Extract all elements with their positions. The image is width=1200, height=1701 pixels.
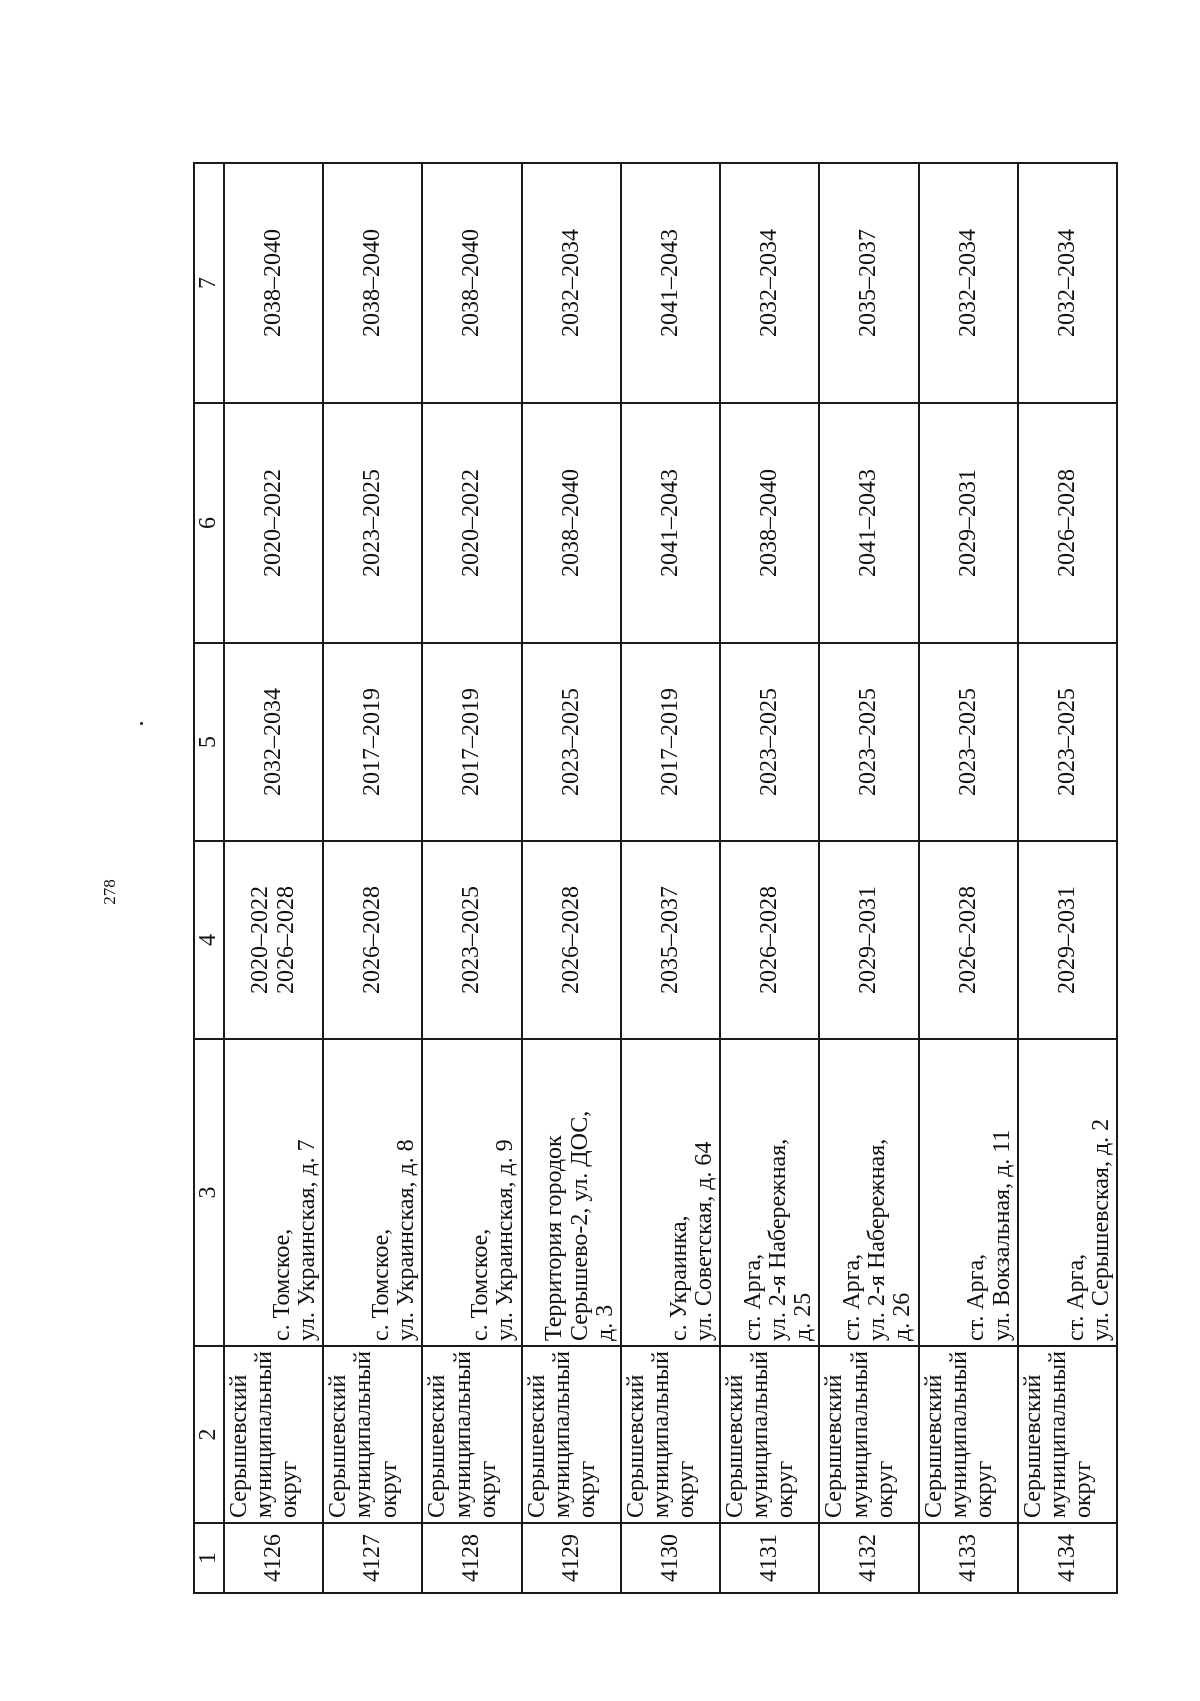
district-line: муниципальный <box>350 1350 377 1518</box>
district-line: Серышевский <box>523 1374 550 1518</box>
row-number: 4128 <box>458 1534 485 1582</box>
period-col5: 2017–2019 <box>656 688 683 796</box>
district-line: округ <box>375 1460 402 1518</box>
address-line: ул. Вокзальная, д. 11 <box>988 1129 1015 1341</box>
address-line: ул. Украинская, д. 8 <box>393 1139 420 1341</box>
row-number-cell <box>422 1523 521 1593</box>
period-col7: 2032–2034 <box>954 229 981 337</box>
period-col4-cell <box>720 841 819 1039</box>
row-number: 4126 <box>260 1534 287 1582</box>
period-col5: 2032–2034 <box>260 688 287 796</box>
period-col7: 2032–2034 <box>557 229 584 337</box>
address-line: ст. Арга, <box>1062 1253 1089 1341</box>
header-col-4: 4 <box>194 841 224 1039</box>
period-col6-cell <box>224 403 323 643</box>
district-line: Серышевский <box>1019 1374 1046 1518</box>
district-line: Серышевский <box>424 1374 451 1518</box>
period-col7: 2038–2040 <box>260 229 287 337</box>
period-col5: 2023–2025 <box>557 688 584 796</box>
period-col6: 2026–2028 <box>1053 469 1080 577</box>
period-col4-cell <box>522 841 621 1039</box>
district-line: муниципальный <box>449 1350 476 1518</box>
row-number: 4127 <box>359 1534 386 1582</box>
address-cell <box>224 1039 323 1346</box>
row-number-cell <box>323 1523 422 1593</box>
address-line: Территория городок <box>541 1135 568 1341</box>
table-row <box>720 163 819 1593</box>
address-line: Серышево-2, ул. ДОС, <box>566 1110 593 1341</box>
address-line: ул. Серышевская, д. 2 <box>1087 1118 1114 1341</box>
header-col-5: 5 <box>194 643 224 841</box>
district-line: округ <box>673 1460 700 1518</box>
address-cell <box>422 1039 521 1346</box>
period-col5: 2017–2019 <box>458 688 485 796</box>
row-number: 4131 <box>756 1534 783 1582</box>
district-line: муниципальный <box>846 1350 873 1518</box>
period-col4-cell <box>1018 841 1117 1039</box>
period-col7-cell <box>422 163 521 403</box>
district-line: округ <box>772 1460 799 1518</box>
district-line: муниципальный <box>648 1350 675 1518</box>
row-number-cell <box>224 1523 323 1593</box>
header-col-7: 7 <box>194 163 224 403</box>
address-cell <box>1018 1039 1117 1346</box>
row-number-cell <box>720 1523 819 1593</box>
district-line: муниципальный <box>747 1350 774 1518</box>
period-col4-line: 2026–2028 <box>756 886 783 994</box>
period-col6-cell <box>522 403 621 643</box>
period-col7-cell <box>323 163 422 403</box>
period-col6-cell <box>1018 403 1117 643</box>
period-col5-cell <box>621 643 720 841</box>
period-col6: 2020–2022 <box>458 469 485 577</box>
table-row <box>224 163 323 1593</box>
period-col5-cell <box>720 643 819 841</box>
district-cell <box>224 1346 323 1523</box>
district-cell <box>621 1346 720 1523</box>
district-line: Серышевский <box>226 1374 252 1518</box>
period-col6-cell <box>323 403 422 643</box>
header-col-6: 6 <box>194 403 224 643</box>
period-col6: 2041–2043 <box>855 469 882 577</box>
address-cell <box>522 1039 621 1346</box>
period-col6: 2029–2031 <box>954 469 981 577</box>
row-number: 4130 <box>656 1534 683 1582</box>
period-col6: 2038–2040 <box>756 469 783 577</box>
district-line: муниципальный <box>1044 1350 1071 1518</box>
period-col7-cell <box>1018 163 1117 403</box>
table-row <box>1018 163 1117 1593</box>
district-cell <box>1018 1346 1117 1523</box>
row-number-cell <box>1018 1523 1117 1593</box>
period-col6-cell <box>919 403 1018 643</box>
period-col5-cell <box>224 643 323 841</box>
period-col7-cell <box>522 163 621 403</box>
address-line: с. Томское, <box>268 1228 295 1341</box>
period-col7-cell <box>621 163 720 403</box>
district-cell <box>919 1346 1018 1523</box>
address-line: ул. 2-я Набережная, <box>864 1138 891 1341</box>
address-line: д. 3 <box>591 1304 618 1341</box>
address-line: с. Томское, <box>368 1228 395 1341</box>
rotated-table-frame <box>193 164 1118 1594</box>
period-col4-line: 2020–2022 <box>247 886 274 994</box>
address-line: ул. 2-я Набережная, <box>764 1138 791 1341</box>
table-row <box>819 163 918 1593</box>
scan-speck <box>140 722 143 725</box>
district-line: округ <box>574 1460 601 1518</box>
row-number: 4129 <box>557 1534 584 1582</box>
period-col7: 2038–2040 <box>458 229 485 337</box>
district-line: Серышевский <box>325 1374 352 1518</box>
address-line: д. 26 <box>889 1292 916 1341</box>
period-col5-cell <box>819 643 918 841</box>
period-col4-cell <box>919 841 1018 1039</box>
district-line: Серышевский <box>821 1374 848 1518</box>
address-line: с. Украинка, <box>665 1215 692 1341</box>
row-number-cell <box>522 1523 621 1593</box>
period-col4-cell <box>224 841 323 1039</box>
table-container <box>193 164 1118 1594</box>
period-col5-cell <box>522 643 621 841</box>
period-col5-cell <box>1018 643 1117 841</box>
district-cell <box>323 1346 422 1523</box>
period-col5: 2023–2025 <box>954 688 981 796</box>
row-number-cell <box>621 1523 720 1593</box>
address-cell <box>720 1039 819 1346</box>
address-cell <box>621 1039 720 1346</box>
period-col6-cell <box>621 403 720 643</box>
period-col6-cell <box>819 403 918 643</box>
period-col7: 2041–2043 <box>656 229 683 337</box>
table-row <box>621 163 720 1593</box>
period-col5: 2023–2025 <box>1053 688 1080 796</box>
header-col-3: 3 <box>194 1039 224 1346</box>
period-col6: 2020–2022 <box>260 469 287 577</box>
address-line: ст. Арга, <box>963 1253 990 1341</box>
period-col4-line: 2029–2031 <box>1053 886 1080 994</box>
period-col7-cell <box>819 163 918 403</box>
table-row <box>323 163 422 1593</box>
district-line: округ <box>1070 1460 1097 1518</box>
district-line: округ <box>970 1460 997 1518</box>
period-col5: 2017–2019 <box>359 688 386 796</box>
district-line: округ <box>276 1460 303 1518</box>
row-number-cell <box>819 1523 918 1593</box>
table-header <box>194 163 224 1593</box>
address-line: ул. Украинская, д. 7 <box>294 1139 321 1341</box>
period-col6-cell <box>720 403 819 643</box>
period-col4-cell <box>819 841 918 1039</box>
table-body <box>224 163 1117 1593</box>
period-col6-cell <box>422 403 521 643</box>
period-col4-cell <box>621 841 720 1039</box>
district-line: округ <box>474 1460 501 1518</box>
period-col4-line: 2026–2028 <box>557 886 584 994</box>
period-col7: 2032–2034 <box>1053 229 1080 337</box>
address-cell <box>819 1039 918 1346</box>
header-col-2: 2 <box>194 1346 224 1523</box>
period-col7: 2035–2037 <box>855 229 882 337</box>
district-line: муниципальный <box>945 1350 972 1518</box>
address-line: ул. Украинская, д. 9 <box>492 1139 519 1341</box>
district-cell <box>819 1346 918 1523</box>
period-col4-line: 2026–2028 <box>954 886 981 994</box>
district-line: Серышевский <box>722 1374 749 1518</box>
table-row <box>919 163 1018 1593</box>
period-col7: 2038–2040 <box>359 229 386 337</box>
period-col5-cell <box>919 643 1018 841</box>
period-col5-cell <box>323 643 422 841</box>
header-col-1: 1 <box>194 1523 224 1593</box>
district-line: округ <box>871 1460 898 1518</box>
period-col7: 2032–2034 <box>756 229 783 337</box>
period-col6: 2041–2043 <box>656 469 683 577</box>
period-col4-cell <box>323 841 422 1039</box>
period-col6: 2023–2025 <box>359 469 386 577</box>
district-line: муниципальный <box>548 1350 575 1518</box>
header-row <box>194 163 224 1593</box>
period-col7-cell <box>919 163 1018 403</box>
address-line: ул. Советская, д. 64 <box>690 1141 717 1341</box>
address-line: с. Томское, <box>467 1228 494 1341</box>
district-cell <box>422 1346 521 1523</box>
row-number: 4133 <box>954 1534 981 1582</box>
period-col4-line: 2035–2037 <box>656 886 683 994</box>
row-number: 4132 <box>855 1534 882 1582</box>
address-line: д. 25 <box>790 1292 817 1341</box>
period-col4-line: 2029–2031 <box>855 886 882 994</box>
data-table <box>193 162 1118 1594</box>
period-col4-cell <box>422 841 521 1039</box>
row-number-cell <box>919 1523 1018 1593</box>
district-cell <box>522 1346 621 1523</box>
page-number: 278 <box>100 879 119 905</box>
table-row <box>422 163 521 1593</box>
period-col4-line: 2023–2025 <box>458 886 485 994</box>
period-col6: 2038–2040 <box>557 469 584 577</box>
district-cell <box>720 1346 819 1523</box>
period-col5-cell <box>422 643 521 841</box>
period-col4-line: 2026–2028 <box>272 886 299 994</box>
table-row <box>522 163 621 1593</box>
address-line: ст. Арга, <box>838 1253 865 1341</box>
period-col7-cell <box>720 163 819 403</box>
district-line: Серышевский <box>622 1374 649 1518</box>
address-line: ст. Арга, <box>739 1253 766 1341</box>
address-cell <box>323 1039 422 1346</box>
period-col5: 2023–2025 <box>855 688 882 796</box>
district-line: муниципальный <box>251 1350 278 1518</box>
district-line: Серышевский <box>920 1374 947 1518</box>
address-cell <box>919 1039 1018 1346</box>
period-col4-line: 2026–2028 <box>359 886 386 994</box>
row-number: 4134 <box>1053 1534 1080 1582</box>
period-col5: 2023–2025 <box>756 688 783 796</box>
period-col7-cell <box>224 163 323 403</box>
